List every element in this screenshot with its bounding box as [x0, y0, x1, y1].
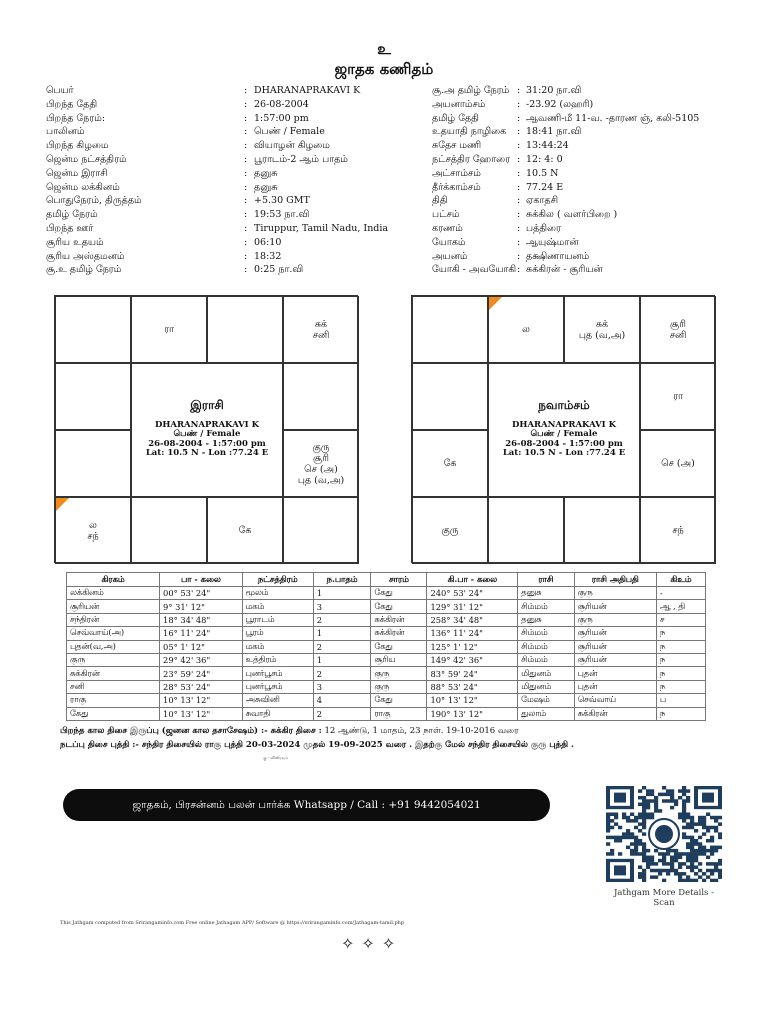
- detail-colon: :: [517, 236, 521, 248]
- navamsa-chart-latlon: Lat: 10.5 N - Lon :77.24 E: [502, 448, 626, 459]
- detail-row: [432, 208, 752, 222]
- detail-row: [46, 250, 406, 264]
- planet-label: சூரி: [313, 452, 329, 464]
- navamsa-chart-datetime: 26-08-2004 - 1:57:00 pm: [505, 438, 623, 449]
- table-cell: சுக்கிரன்: [67, 667, 160, 680]
- table-cell: 2: [313, 667, 371, 680]
- detail-colon: :: [244, 264, 248, 276]
- detail-row: [46, 236, 406, 250]
- table-cell: கேது: [371, 694, 427, 707]
- table-cell: 9° 31' 12": [160, 600, 243, 613]
- planet-label: சுக்: [595, 318, 609, 330]
- rasi-chart-center: [131, 363, 283, 497]
- detail-colon: :: [517, 195, 521, 207]
- detail-value: சுக்கிரன் - சூரியன்: [526, 264, 603, 276]
- detail-row: [46, 167, 406, 181]
- navamsa-chart-gender: பெண் / Female: [530, 429, 598, 440]
- detail-label: சூரிய உதயம்: [46, 236, 104, 248]
- table-cell: மிதுனம்: [518, 680, 575, 693]
- table-cell: துலாம்: [518, 707, 575, 720]
- table-cell: ராகு: [67, 694, 160, 707]
- detail-colon: :: [517, 167, 521, 179]
- table-cell: மேஷம்: [518, 694, 575, 707]
- detail-row: [432, 263, 752, 277]
- detail-colon: :: [517, 222, 521, 234]
- detail-label: பாலினம்: [46, 126, 85, 138]
- dasa-balance-label: பிறந்த கால திசை இருப்பு (ஜனன கால தசாசேஷம்) :- சுக்கிர திசை :: [60, 726, 322, 736]
- table-cell: சுக்கிரன்: [574, 707, 656, 720]
- table-cell: சூரியன்: [574, 627, 656, 640]
- table-cell: 88° 53' 24": [427, 680, 518, 693]
- tiny-note: கு - விஸ்ரவம்: [263, 755, 289, 760]
- detail-value: பூராடம்-2 ஆம் பாதம்: [254, 153, 348, 165]
- detail-label: சூ.உ தமிழ் நேரம்: [46, 264, 122, 276]
- planet-positions-table: [66, 572, 706, 721]
- table-cell: பூராடம்: [242, 613, 313, 626]
- navamsa-house-kadagam: [640, 363, 716, 430]
- detail-value: 06:10: [254, 236, 282, 248]
- detail-colon: :: [517, 181, 521, 193]
- navamsa-house-mesham: [488, 296, 564, 363]
- table-row: [67, 587, 706, 600]
- detail-label: திதி: [432, 195, 448, 207]
- detail-colon: :: [517, 98, 521, 110]
- detail-value: தனுசு: [254, 181, 278, 193]
- rasi-house-meenam: [55, 296, 131, 363]
- detail-value: ஆயுஷ்மான்: [526, 236, 579, 248]
- detail-colon: :: [517, 85, 521, 96]
- detail-value: +5.30 GMT: [254, 195, 310, 207]
- detail-value: DHARANAPRAKAVI K: [254, 85, 361, 96]
- detail-label: நட்சத்திர ஹோரை: [432, 153, 511, 165]
- detail-value: 18:41 நா.வி: [526, 126, 582, 138]
- navamsa-chart-title: நவாம்சம்: [538, 398, 590, 413]
- detail-value: சுக்கில ( வளர்பிறை ): [526, 209, 618, 221]
- detail-row: [46, 263, 406, 277]
- rasi-chart-title: இராசி: [190, 398, 224, 413]
- column-header: ந.பாதம்: [313, 573, 371, 587]
- planet-label: குரு: [312, 441, 330, 453]
- table-cell: -: [656, 587, 705, 600]
- detail-row: [432, 153, 752, 167]
- planet-label: கே: [443, 458, 457, 469]
- detail-row: [46, 125, 406, 139]
- table-cell: 18° 34' 48": [160, 613, 243, 626]
- table-cell: சிம்மம்: [518, 627, 575, 640]
- detail-row: [46, 112, 406, 126]
- rasi-house-mesham: [131, 296, 207, 363]
- lagna-marker: [56, 498, 69, 511]
- detail-label: பட்சம்: [432, 209, 460, 221]
- table-cell: செவ்வாய்(அ): [67, 627, 160, 640]
- table-cell: மகம்: [242, 640, 313, 653]
- navamsa-house-thulam: [564, 497, 640, 564]
- detail-value: பெண் / Female: [254, 126, 325, 138]
- table-cell: 190° 13' 12": [427, 707, 518, 720]
- table-cell: கேது: [371, 600, 427, 613]
- table-cell: சிம்மம்: [518, 640, 575, 653]
- table-row: [67, 613, 706, 626]
- current-dasa-bhukti: நடப்பு திசை புத்தி :- சந்திர திசையில் ராகு புத்தி 20-03-2024 முதல் 19-09-2025 வரை . இதற்கு மேல் சந்திர திசையில் குரு புத்தி .: [60, 740, 574, 750]
- qr-caption: Jathgam More Details - Scan: [614, 888, 714, 908]
- table-row: [67, 680, 706, 693]
- column-header: பா - கலை: [160, 573, 243, 587]
- table-cell: 3: [313, 600, 371, 613]
- table-row: [67, 694, 706, 707]
- rasi-house-dhanusu: [55, 497, 131, 564]
- detail-row: [432, 139, 752, 153]
- table-cell: சூரியன்: [67, 600, 160, 613]
- detail-row: [46, 208, 406, 222]
- rasi-house-thulam: [207, 497, 283, 564]
- detail-colon: :: [244, 181, 248, 193]
- table-cell: 00° 53' 24": [160, 587, 243, 600]
- table-cell: 1: [313, 627, 371, 640]
- planet-label: சனி: [669, 329, 687, 341]
- table-cell: சூரியன்: [574, 653, 656, 666]
- detail-value: Tiruppur, Tamil Nadu, India: [254, 222, 389, 234]
- navamsa-house-kumbam: [412, 363, 488, 430]
- detail-row: [46, 153, 406, 167]
- planet-label: ல: [89, 519, 97, 531]
- table-cell: சூரிய: [371, 653, 427, 666]
- table-cell: 2: [313, 640, 371, 653]
- table-cell: ந: [656, 653, 705, 666]
- navamsa-house-viruchigam: [488, 497, 564, 564]
- table-cell: சுக்கிரன்: [371, 627, 427, 640]
- detail-row: [432, 236, 752, 250]
- table-cell: 05° 1' 12": [160, 640, 243, 653]
- detail-label: தமிழ் நேரம்: [46, 209, 98, 221]
- table-cell: ந: [656, 640, 705, 653]
- detail-colon: :: [517, 140, 521, 152]
- table-cell: மகம்: [242, 600, 313, 613]
- detail-value: 19:53 நா.வி: [254, 209, 310, 221]
- table-cell: புதன்: [574, 680, 656, 693]
- detail-colon: :: [244, 85, 248, 96]
- planet-label: சந்: [87, 530, 99, 542]
- detail-value: தக்ஷிணாயனம்: [526, 250, 590, 262]
- detail-colon: :: [244, 250, 248, 262]
- table-cell: ச: [656, 613, 705, 626]
- table-cell: 149° 42' 36": [427, 653, 518, 666]
- planet-label: சூரி: [670, 318, 686, 330]
- detail-value: 77.24 E: [526, 181, 564, 193]
- detail-label: கரணம்: [432, 222, 463, 234]
- table-cell: சிம்மம்: [518, 600, 575, 613]
- table-cell: ப: [656, 694, 705, 707]
- table-cell: சுவாதி: [242, 707, 313, 720]
- rasi-chart: [54, 295, 358, 563]
- detail-label: பெயர்: [46, 85, 74, 96]
- navamsa-chart-center: [488, 363, 640, 497]
- table-cell: 4: [313, 694, 371, 707]
- table-cell: 258° 34' 48": [427, 613, 518, 626]
- table-cell: 240° 53' 24": [427, 587, 518, 600]
- rasi-house-kanni: [283, 497, 359, 564]
- detail-colon: :: [244, 167, 248, 179]
- table-cell: 136° 11' 24": [427, 627, 518, 640]
- table-cell: 10° 13' 12": [427, 694, 518, 707]
- detail-colon: :: [244, 222, 248, 234]
- detail-value: -23.92 (லஹரி): [526, 98, 594, 110]
- rasi-house-mithunam: [283, 296, 359, 363]
- detail-label: ஜென்ம லக்கினம்: [46, 181, 120, 193]
- table-cell: 125° 1' 12": [427, 640, 518, 653]
- column-header: சாரம்: [371, 573, 427, 587]
- detail-colon: :: [244, 112, 248, 124]
- page-symbol: உ: [377, 40, 391, 58]
- planet-label: ரா: [164, 324, 174, 335]
- detail-row: [432, 98, 752, 112]
- table-row: [67, 707, 706, 720]
- navamsa-house-magaram: [412, 430, 488, 497]
- table-cell: சுக்கிரன்: [371, 613, 427, 626]
- rasi-house-simham: [283, 430, 359, 497]
- detail-colon: :: [517, 250, 521, 262]
- rasi-chart-gender: பெண் / Female: [173, 429, 241, 440]
- detail-label: யோகம்: [432, 236, 466, 248]
- table-cell: குரு: [371, 680, 427, 693]
- detail-value: 10.5 N: [526, 167, 559, 179]
- detail-label: பிறந்த நேரம்:: [46, 112, 106, 124]
- table-row: [67, 667, 706, 680]
- dasa-balance-value: 12 ஆண்டு, 1 மாதம், 23 நாள். 19-10-2016 வரை: [321, 726, 519, 736]
- table-cell: அசுவினி: [242, 694, 313, 707]
- column-header: ராசி அதிபதி: [574, 573, 656, 587]
- table-cell: புனர்பூசம்: [242, 680, 313, 693]
- detail-colon: :: [244, 140, 248, 152]
- rasi-house-magaram: [55, 430, 131, 497]
- qr-code[interactable]: [606, 786, 722, 882]
- detail-label: பிறந்த கிழமை: [46, 140, 109, 152]
- table-cell: 1: [313, 587, 371, 600]
- table-cell: உத்திரம்: [242, 653, 313, 666]
- table-cell: 23° 59' 24": [160, 667, 243, 680]
- detail-value: 26-08-2004: [254, 98, 309, 110]
- rasi-chart-latlon: Lat: 10.5 N - Lon :77.24 E: [145, 448, 269, 459]
- page-title: ஜாதக கணிதம்: [334, 60, 434, 78]
- column-header: கி.பா - கலை: [427, 573, 518, 587]
- detail-label: சூ.அ தமிழ் நேரம்: [432, 85, 510, 96]
- detail-row: [432, 181, 752, 195]
- table-cell: 2: [313, 707, 371, 720]
- detail-label: ஜென்ம நட்சத்திரம்: [46, 153, 127, 165]
- planet-label: சுக்: [314, 318, 328, 330]
- detail-colon: :: [517, 112, 521, 124]
- rasi-house-kumbam: [55, 363, 131, 430]
- rasi-chart-name: DHARANAPRAKAVI K: [154, 419, 259, 430]
- rasi-house-viruchigam: [131, 497, 207, 564]
- table-cell: கேது: [371, 640, 427, 653]
- planet-label: புத (வ,அ): [578, 329, 626, 341]
- dasa-balance: [60, 726, 518, 737]
- table-cell: ந: [656, 707, 705, 720]
- detail-row: [432, 167, 752, 181]
- table-cell: செவ்வாய்: [574, 694, 656, 707]
- detail-colon: :: [244, 209, 248, 221]
- table-cell: புதன்(வ,அ): [67, 640, 160, 653]
- detail-value: 13:44:24: [526, 140, 569, 152]
- table-row: [67, 627, 706, 640]
- table-cell: 3: [313, 680, 371, 693]
- detail-label: பொதுநேரம், திருத்தம்: [46, 195, 142, 207]
- table-cell: தனுசு: [518, 587, 575, 600]
- table-cell: கேது: [67, 707, 160, 720]
- table-cell: குரு: [574, 587, 656, 600]
- navamsa-house-kanni: [640, 497, 716, 564]
- detail-colon: :: [517, 126, 521, 138]
- table-cell: சந்திரன்: [67, 613, 160, 626]
- navamsa-house-mithunam: [640, 296, 716, 363]
- contact-banner[interactable]: ஜாதகம், பிரசன்னம் பலன் பார்க்க Whatsapp / Call : +91 9442054021: [63, 789, 550, 821]
- detail-row: [46, 98, 406, 112]
- table-cell: சனி: [67, 680, 160, 693]
- detail-value: வியாழன் கிழமை: [254, 140, 330, 152]
- detail-row: [46, 139, 406, 153]
- detail-value: 1:57:00 pm: [254, 112, 309, 124]
- table-cell: குரு: [574, 613, 656, 626]
- footer-note: This Jathgam computed from Srirangaminfo.com Free online Jathagam APP/ Software @ https://srirangaminfo.com/Jathagam-tamil.php: [60, 920, 405, 926]
- detail-row: [46, 181, 406, 195]
- planet-label: குரு: [441, 525, 459, 536]
- qr-code-image: [606, 786, 722, 882]
- detail-label: சுதேச மணி: [432, 140, 482, 152]
- table-cell: மூலம்: [242, 587, 313, 600]
- detail-label: யோகி - அவயோகி: [432, 264, 517, 276]
- table-cell: 129° 31' 12": [427, 600, 518, 613]
- table-cell: சூரியன்: [574, 600, 656, 613]
- planet-label: சனி: [312, 329, 330, 341]
- table-cell: புதன்: [574, 667, 656, 680]
- detail-colon: :: [517, 209, 521, 221]
- planet-label: கே: [238, 525, 252, 536]
- navamsa-chart-name: DHARANAPRAKAVI K: [511, 419, 616, 430]
- detail-label: அட்சாம்சம்: [432, 167, 481, 179]
- detail-row: [432, 125, 752, 139]
- planet-label: சந்: [672, 525, 684, 536]
- table-row: [67, 653, 706, 666]
- detail-row: [46, 194, 406, 208]
- table-row: [67, 640, 706, 653]
- rasi-house-kadagam: [283, 363, 359, 430]
- column-header: ராசி: [518, 573, 575, 587]
- planet-label: செ (அ): [661, 458, 695, 469]
- navamsa-house-rishabam: [564, 296, 640, 363]
- detail-row: [432, 250, 752, 264]
- detail-label: ஜென்ம இராசி: [46, 167, 108, 179]
- table-cell: 83° 59' 24": [427, 667, 518, 680]
- table-cell: தனுசு: [518, 613, 575, 626]
- table-cell: 1: [313, 653, 371, 666]
- table-cell: ஆ , தி: [656, 600, 705, 613]
- rasi-house-rishabam: [207, 296, 283, 363]
- navamsa-house-meenam: [412, 296, 488, 363]
- detail-colon: :: [517, 153, 521, 165]
- detail-value: தனுசு: [254, 167, 278, 179]
- table-row: [67, 600, 706, 613]
- table-cell: லக்கினம்: [67, 587, 160, 600]
- detail-label: சூரிய அஸ்தமனம்: [46, 250, 125, 262]
- planet-label: புத (வ,அ): [297, 474, 345, 486]
- table-cell: குரு: [67, 653, 160, 666]
- table-cell: மிதுனம்: [518, 667, 575, 680]
- column-header: நட்சத்திரம்: [242, 573, 313, 587]
- detail-colon: :: [244, 236, 248, 248]
- detail-value: 0:25 நா.வி: [254, 264, 304, 276]
- table-cell: ந: [656, 667, 705, 680]
- table-cell: புனர்பூசம்: [242, 667, 313, 680]
- detail-row: [432, 84, 752, 98]
- table-cell: சிம்மம்: [518, 653, 575, 666]
- detail-value: 31:20 நா.வி: [526, 85, 582, 96]
- detail-label: உதயாதி நாழிகை: [432, 126, 507, 138]
- detail-label: தீர்க்காம்சம்: [432, 181, 481, 193]
- table-cell: ந: [656, 680, 705, 693]
- column-header: கிரகம்: [67, 573, 160, 587]
- detail-row: [46, 84, 406, 98]
- detail-value: ஆவணி-மீ 11-வ. -தாரண ஞ், கலி-5105: [526, 112, 700, 124]
- table-cell: 28° 53' 24": [160, 680, 243, 693]
- planet-label: ரா: [673, 391, 683, 402]
- detail-label: தமிழ் தேதி: [432, 112, 479, 124]
- table-cell: சூரியன்: [574, 640, 656, 653]
- navamsa-chart: [411, 295, 715, 563]
- detail-colon: :: [517, 264, 521, 276]
- detail-value: 12: 4: 0: [526, 153, 563, 165]
- table-header-row: [67, 573, 706, 587]
- table-cell: 29° 42' 36": [160, 653, 243, 666]
- table-cell: குரு: [371, 667, 427, 680]
- detail-colon: :: [244, 195, 248, 207]
- navamsa-house-dhanusu: [412, 497, 488, 564]
- table-cell: 10° 13' 12": [160, 707, 243, 720]
- table-cell: ந: [656, 627, 705, 640]
- planet-label: செ (அ): [304, 463, 338, 475]
- column-header: கிஉம்: [656, 573, 705, 587]
- table-cell: 16° 11' 24": [160, 627, 243, 640]
- table-cell: பூரம்: [242, 627, 313, 640]
- navamsa-house-simham: [640, 430, 716, 497]
- detail-label: அயனம்: [432, 250, 468, 262]
- detail-colon: :: [244, 98, 248, 110]
- table-cell: ராகு: [371, 707, 427, 720]
- rasi-chart-datetime: 26-08-2004 - 1:57:00 pm: [148, 438, 266, 449]
- detail-row: [432, 222, 752, 236]
- detail-value: ஏகாதசி: [526, 195, 559, 207]
- detail-row: [432, 194, 752, 208]
- detail-colon: :: [244, 153, 248, 165]
- detail-label: பிறந்த ஊர்: [46, 222, 94, 234]
- detail-value: பத்திரை: [526, 222, 561, 234]
- birth-details-right: [432, 84, 752, 277]
- table-cell: 2: [313, 613, 371, 626]
- decorative-stars: ✧✧✧: [341, 934, 403, 953]
- birth-details-left: [46, 84, 406, 277]
- table-cell: கேது: [371, 587, 427, 600]
- detail-value: 18:32: [254, 250, 282, 262]
- detail-row: [432, 112, 752, 126]
- lagna-marker: [489, 297, 502, 310]
- planet-label: ல: [522, 324, 530, 335]
- detail-label: பிறந்த தேதி: [46, 98, 98, 110]
- detail-row: [46, 222, 406, 236]
- detail-colon: :: [244, 126, 248, 138]
- table-cell: 10° 13' 12": [160, 694, 243, 707]
- detail-label: அயனாம்சம்: [432, 98, 486, 110]
